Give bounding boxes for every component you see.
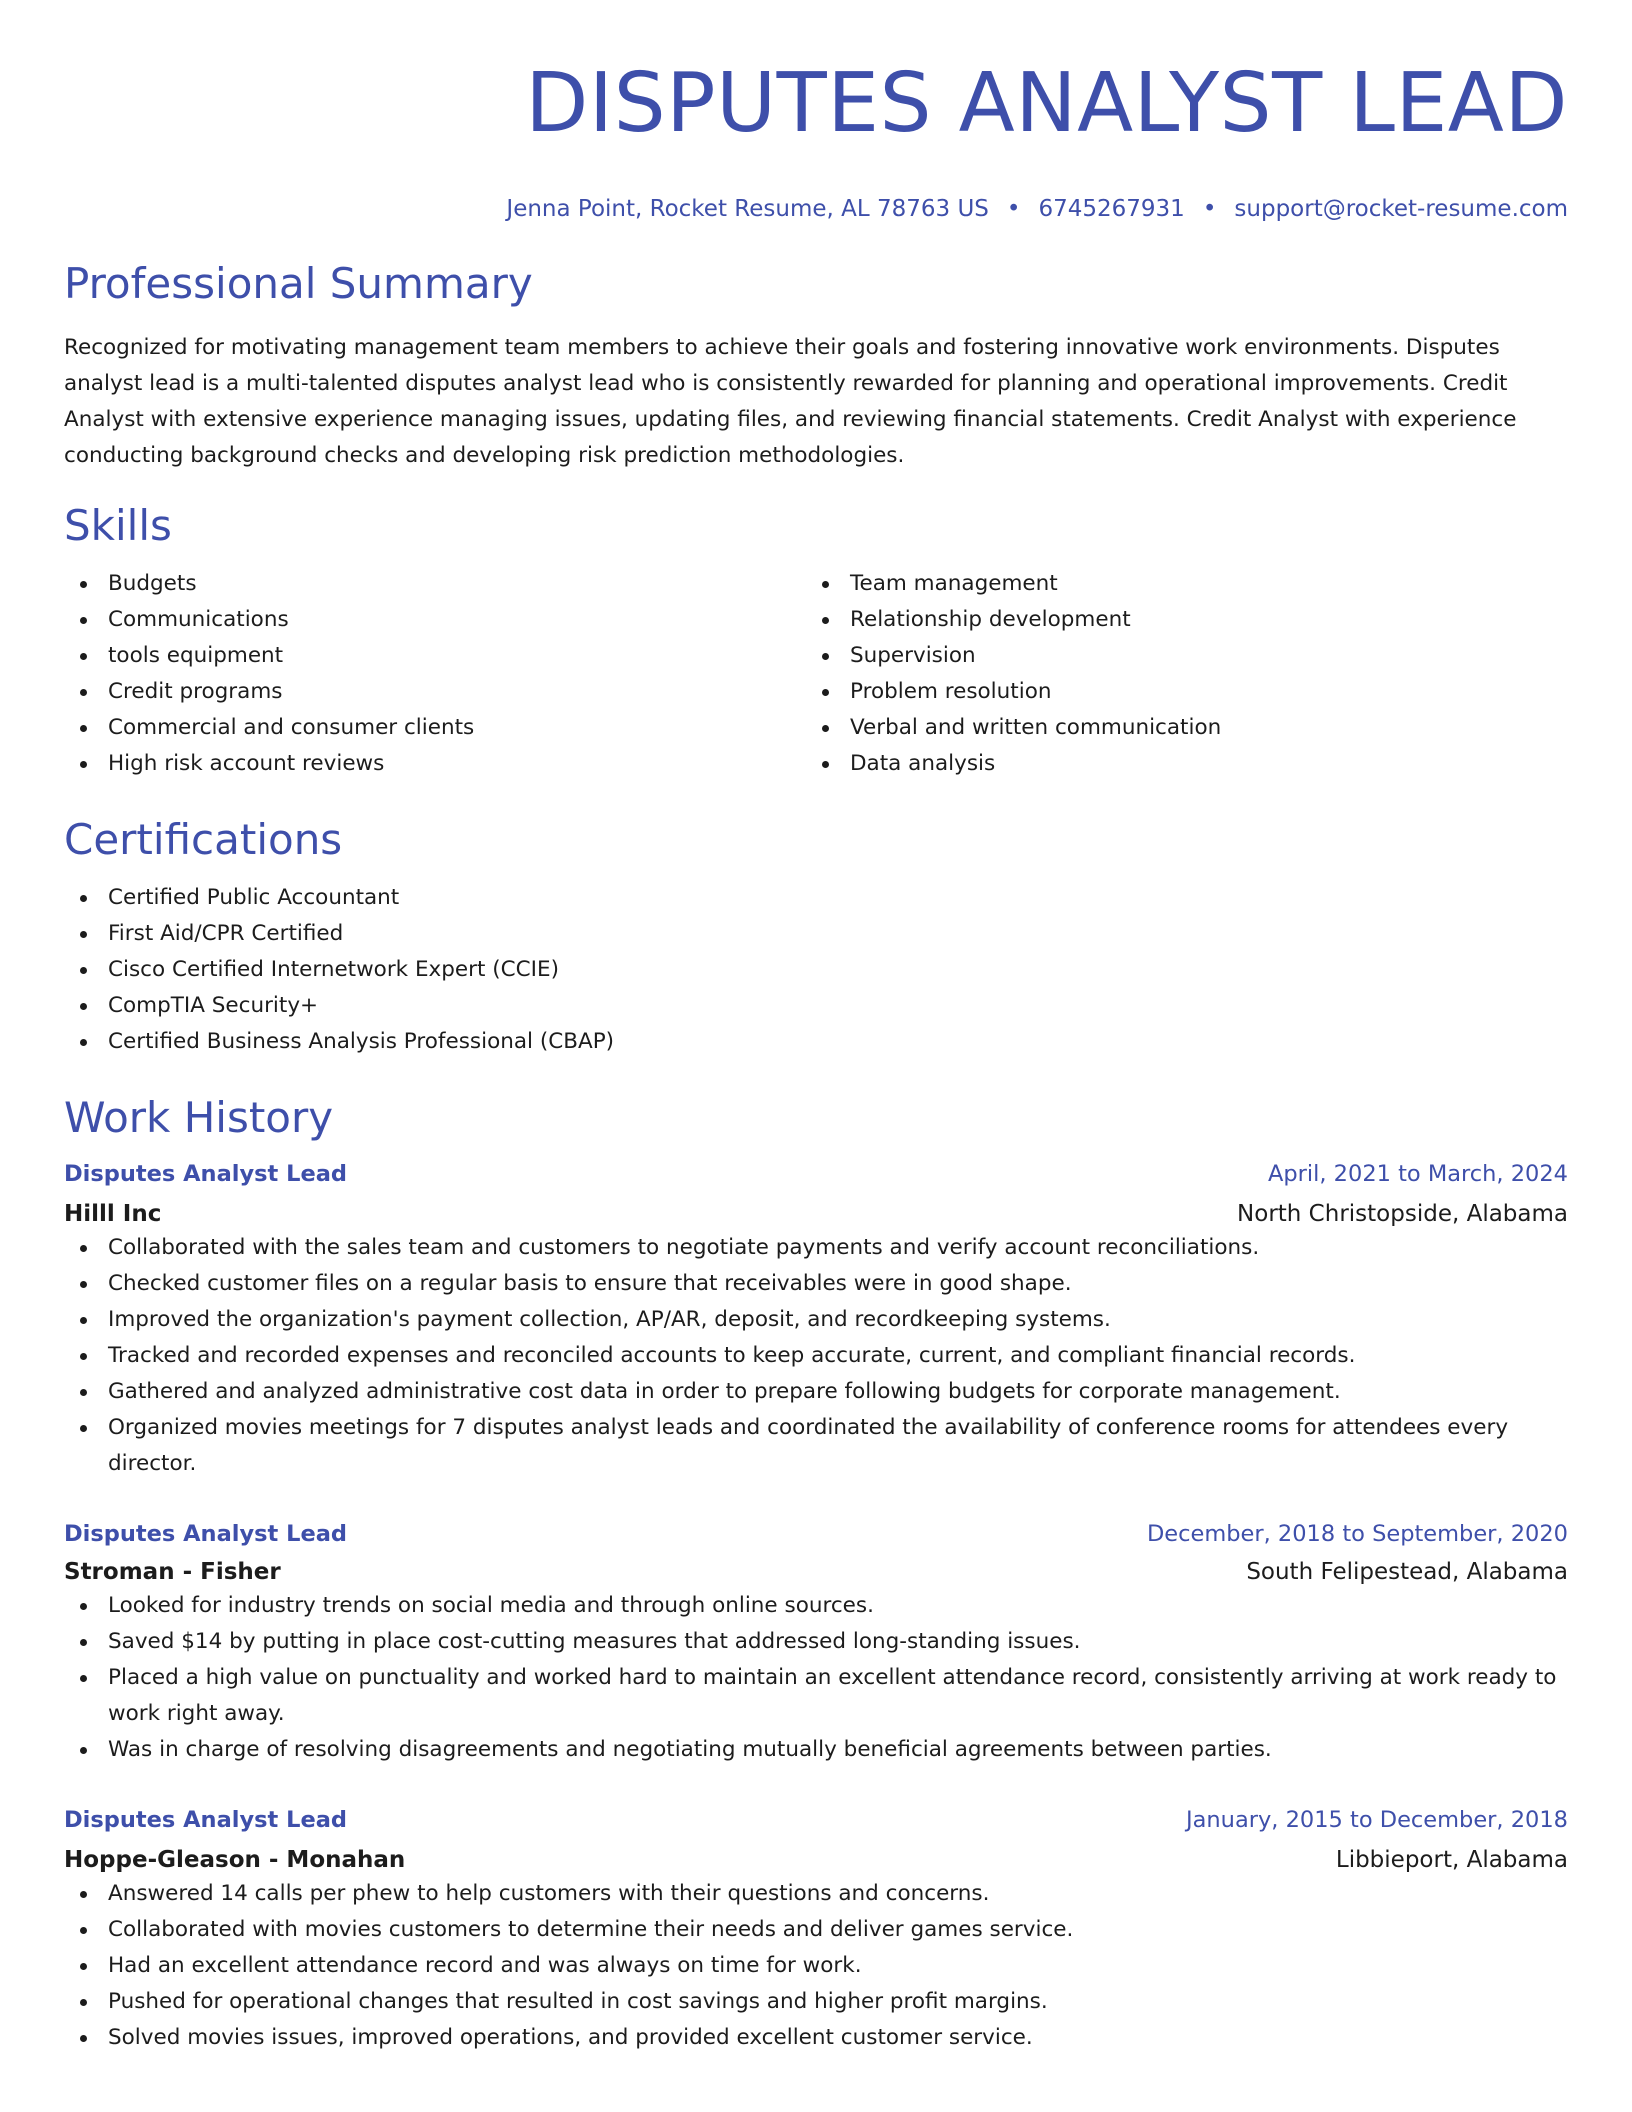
certification-item: CompTIA Security+: [64, 988, 1568, 1024]
contact-phone: 6745267931: [1038, 196, 1185, 222]
job-bullet: Was in charge of resolving disagreements and negotiating mutually beneficial agreements between parties.: [64, 1732, 1568, 1768]
job-title: Disputes Analyst Lead: [64, 1807, 348, 1833]
job-bullet: Looked for industry trends on social media and through online sources.: [64, 1588, 1568, 1624]
resume-page: [64, 0, 1568, 2056]
skill-item: Team management: [806, 566, 1548, 602]
job-bullet: Gathered and analyzed administrative cost data in order to prepare following budgets for corporate management.: [64, 1374, 1568, 1410]
certification-item: Certified Business Analysis Professional (CBAP): [64, 1024, 1568, 1060]
job-dates: April, 2021 to March, 2024: [1267, 1161, 1568, 1187]
job-bullet: Placed a high value on punctuality and worked hard to maintain an excellent attendance record, consistently arriving at work ready to work right away.: [64, 1660, 1568, 1732]
job-title: Disputes Analyst Lead: [64, 1521, 348, 1547]
job-bullet: Answered 14 calls per phew to help customers with their questions and concerns.: [64, 1876, 1568, 1912]
summary-section: [64, 258, 1568, 474]
skill-item: Communications: [64, 602, 806, 638]
contact-address: Jenna Point, Rocket Resume, AL 78763 US: [506, 196, 989, 222]
job-bullet: Saved $14 by putting in place cost-cutting measures that addressed long-standing issues.: [64, 1624, 1568, 1660]
skills-list-left: [64, 566, 806, 782]
job-location: Libbieport, Alabama: [1335, 1847, 1568, 1873]
job-header: [64, 1158, 1568, 1190]
job-entry: [64, 1804, 1568, 2056]
job-bullet: Tracked and recorded expenses and reconciled accounts to keep accurate, current, and compliant financial records.: [64, 1338, 1568, 1374]
certifications-list: [64, 880, 1568, 1060]
job-company: Hilll Inc: [64, 1201, 162, 1227]
skill-item: Commercial and consumer clients: [64, 710, 806, 746]
job-header: [64, 1804, 1568, 1836]
contact-email[interactable]: support@rocket-resume.com: [1234, 196, 1568, 222]
job-location: North Christopside, Alabama: [1237, 1201, 1568, 1227]
job-location: South Felipestead, Alabama: [1246, 1559, 1568, 1585]
skill-item: High risk account reviews: [64, 746, 806, 782]
certifications-heading: Certifications: [64, 815, 343, 864]
certifications-section: [64, 814, 1568, 1060]
skills-columns: [64, 566, 1568, 782]
work-history-section: [64, 1092, 1568, 2056]
skills-list-right: [806, 566, 1548, 782]
skill-item: Budgets: [64, 566, 806, 602]
certification-item: Certified Public Accountant: [64, 880, 1568, 916]
job-subheader: [64, 1198, 1568, 1230]
job-bullet: Solved movies issues, improved operations, and provided excellent customer service.: [64, 2020, 1568, 2056]
job-entry: [64, 1518, 1568, 1768]
job-bullets: [64, 1588, 1568, 1768]
skill-item: Supervision: [806, 638, 1548, 674]
job-bullet: Organized movies meetings for 7 disputes analyst leads and coordinated the availability of conference rooms for attendees every director.: [64, 1410, 1568, 1482]
job-dates: December, 2018 to September, 2020: [1146, 1521, 1568, 1547]
contact-separator: •: [1202, 196, 1217, 222]
job-header: [64, 1518, 1568, 1550]
skill-item: Verbal and written communication: [806, 710, 1548, 746]
job-subheader: [64, 1556, 1568, 1588]
job-entry: [64, 1158, 1568, 1482]
certification-item: First Aid/CPR Certified: [64, 916, 1568, 952]
summary-heading: Professional Summary: [64, 259, 533, 308]
job-bullet: Pushed for operational changes that resulted in cost savings and higher profit margins.: [64, 1984, 1568, 2020]
skill-item: Credit programs: [64, 674, 806, 710]
certification-item: Cisco Certified Internetwork Expert (CCIE): [64, 952, 1568, 988]
job-subheader: [64, 1844, 1568, 1876]
job-bullets: [64, 1876, 1568, 2056]
resume-title: DISPUTES ANALYST LEAD: [525, 56, 1568, 151]
job-bullets: [64, 1230, 1568, 1482]
job-bullet: Improved the organization's payment collection, AP/AR, deposit, and recordkeeping systems.: [64, 1302, 1568, 1338]
job-bullet: Collaborated with movies customers to determine their needs and deliver games service.: [64, 1912, 1568, 1948]
job-company: Stroman - Fisher: [64, 1559, 281, 1585]
job-bullet: Had an excellent attendance record and was always on time for work.: [64, 1948, 1568, 1984]
job-dates: January, 2015 to December, 2018: [1186, 1807, 1568, 1833]
contact-line: [64, 194, 1568, 224]
skill-item: tools equipment: [64, 638, 806, 674]
summary-text: Recognized for motivating management team members to achieve their goals and fostering innovative work environments. Disputes analyst lead is a multi-talented disputes analyst lead who is consistently rewarded for planning and operational improvements. Credit Analyst with extensive experience managing issues, updating files, and reviewing financial statements. Credit Analyst with experience conducting background checks and developing risk prediction methodologies.: [64, 335, 1517, 468]
skill-item: Problem resolution: [806, 674, 1548, 710]
skills-heading: Skills: [64, 501, 172, 550]
job-title: Disputes Analyst Lead: [64, 1161, 348, 1187]
skill-item: Relationship development: [806, 602, 1548, 638]
skill-item: Data analysis: [806, 746, 1548, 782]
job-company: Hoppe-Gleason - Monahan: [64, 1847, 406, 1873]
job-bullet: Checked customer files on a regular basis to ensure that receivables were in good shape.: [64, 1266, 1568, 1302]
skills-section: [64, 500, 1568, 782]
work-history-heading: Work History: [64, 1093, 334, 1142]
contact-separator: •: [1006, 196, 1021, 222]
job-bullet: Collaborated with the sales team and customers to negotiate payments and verify account reconciliations.: [64, 1230, 1568, 1266]
